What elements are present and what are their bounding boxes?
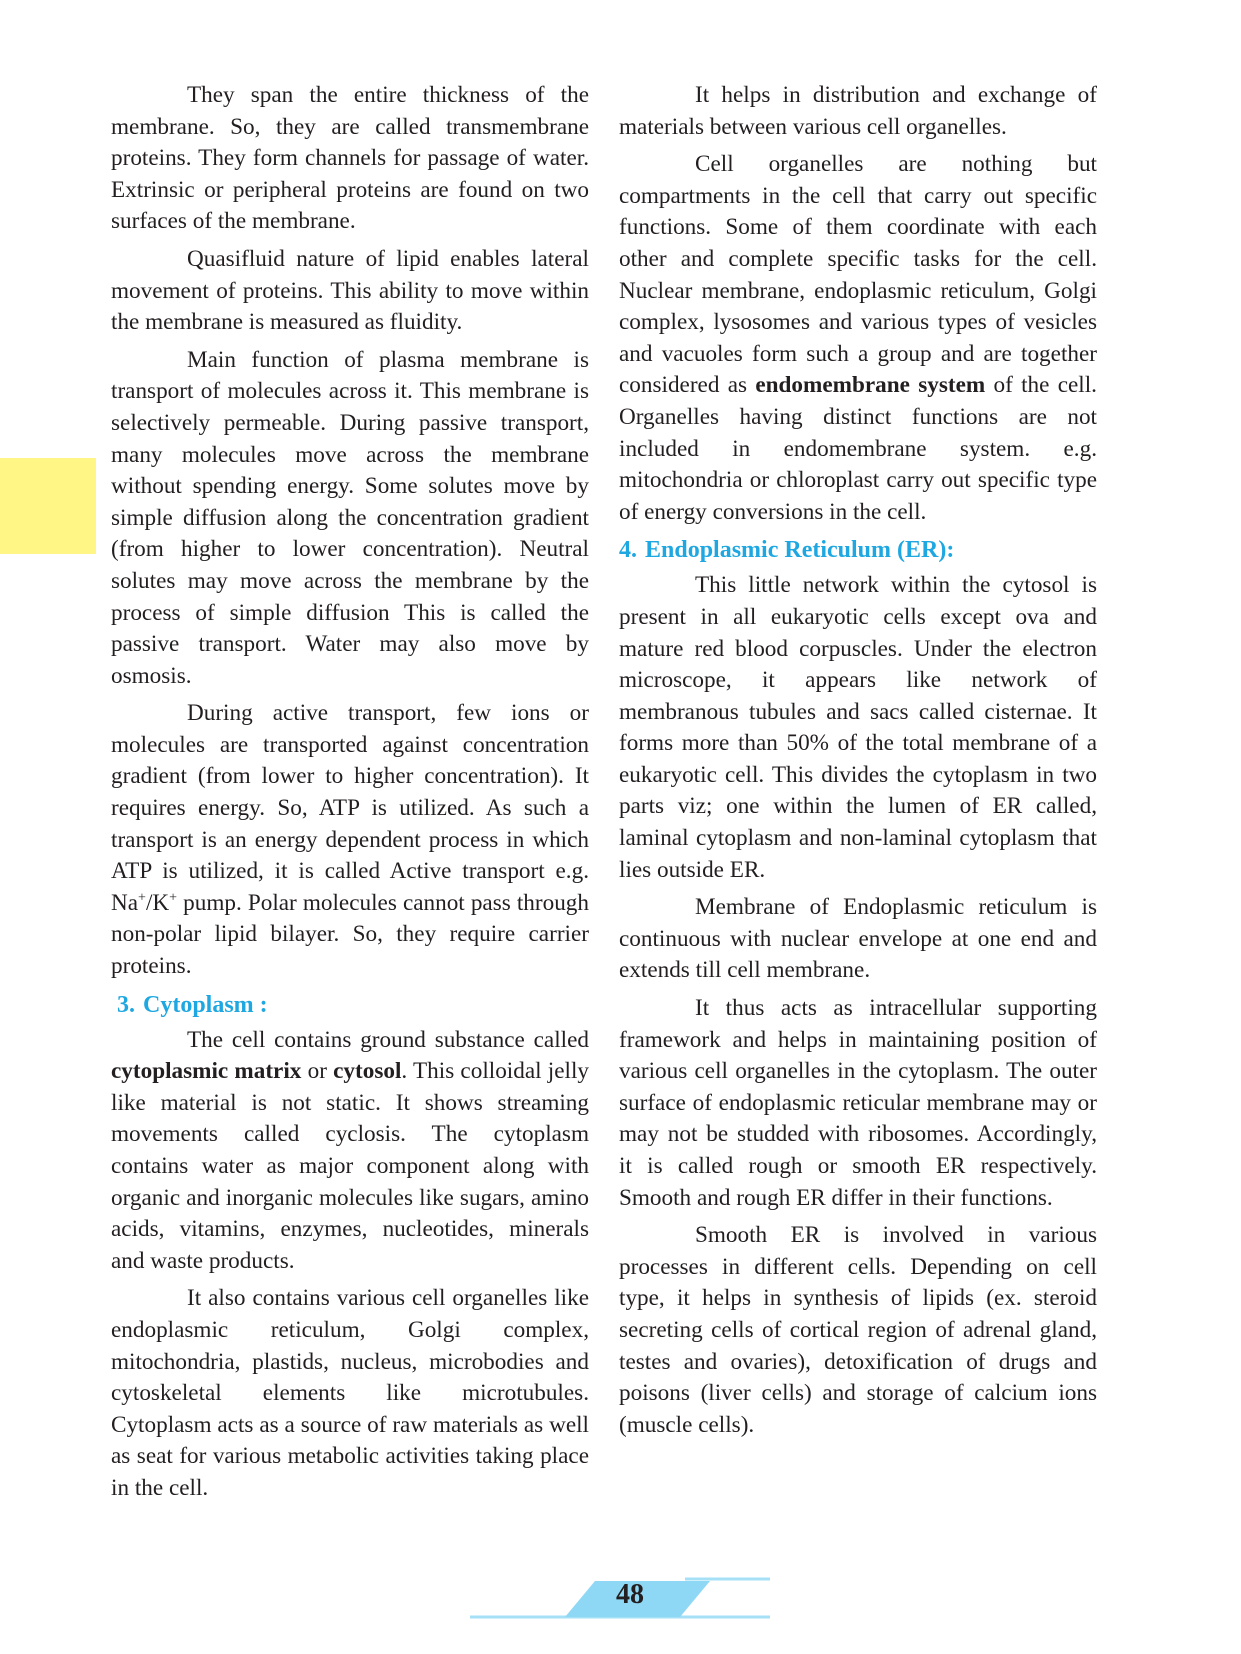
paragraph-cell-organelles: It also contains various cell organelles like endoplasmic reticulum, Golgi complex, mitochondria, plastids, nucleus, microbodies and cytoskeletal elements like microtubules. Cytoplasm acts as a source of raw materials as well as seat for various metabolic activities taking place in the cell. [111,1285,589,1501]
text-run: /K [145,889,170,916]
paragraph-smooth-er: Smooth ER is involved in various processes in different cells. Depending on cell type, it helps in synthesis of lipids (ex. steroid secreting cells of cortical region of adrenal gland, testes and ovaries), detoxification of drugs and poisons (liver cells) and storage of calcium ions (muscle cells). [619,1222,1097,1438]
paragraph-endomembrane [619,149,1097,528]
paragraph-fluidity: Quasifluid nature of lipid enables lateral movement of proteins. This ability to move within the membrane is measured as fluidity. [111,245,589,336]
yellow-side-tab [0,458,96,554]
bold-term: cytosol [333,1058,402,1085]
superscript-plus: + [169,890,178,906]
text-run: or [301,1058,334,1085]
paragraph-er-framework: It thus acts as intracellular supporting framework and helps in maintaining position of various cell organelles in the cytoplasm. The outer surface of endoplasmic reticular membrane may or may not be studded with ribosomes. Accordingly, it is called rough or smooth ER respectively. Smooth and rough ER differ in their functions. [619,995,1097,1211]
bold-term: cytoplasmic matrix [111,1058,302,1085]
paragraph-distribution: It helps in distribution and exchange of materials between various cell organelles. [619,82,1097,140]
paragraph-active-transport [111,698,589,982]
heading-endoplasmic-reticulum [619,534,1097,566]
paragraph-cytoplasmic-matrix [111,1025,589,1278]
left-column [111,80,589,1511]
text-run: of the cell. Organelles having distinct functions are not included in endomembrane system. e.g. mitochondria or chloroplast carry out specific type of energy conversions in the cell. [619,372,1097,525]
page-number: 48 [616,1579,644,1610]
text-run: Cell organelles are nothing but compartments in the cell that carry out specific functions. Some of them coordinate with each other and complete specific tasks for the cell. Nuclear membrane, endoplasmic reticulum, Golgi complex, lysosomes and various types of vesicles and vacuoles form such a group and are together considered as [619,151,1097,399]
paragraph-passive-transport: Main function of plasma membrane is transport of molecules across it. This membrane is selectively permeable. During passive transport, many molecules move across the membrane without spending energy. Some solutes move by simple diffusion along the concentration gradient (from higher to lower concentration). Neutral solutes may move across the membrane by the process of simple diffusion This is called the passive transport. Water may also move by osmosis. [111,346,589,689]
heading-title: Endoplasmic Reticulum (ER): [645,537,955,564]
right-column [619,80,1097,1447]
text-run: pump. Polar molecules cannot pass through non-polar lipid bilayer. So, they require carrier proteins. [111,889,589,980]
superscript-plus: + [138,890,146,906]
heading-number: 3. [117,991,135,1018]
text-run: The cell contains ground substance called [187,1026,589,1053]
paragraph-transmembrane: They span the entire thickness of the membrane. So, they are called transmembrane proteins. They form channels for passage of water. Extrinsic or peripheral proteins are found on two surfaces of the membrane. [111,82,589,235]
heading-number: 4. [619,537,637,564]
heading-cytoplasm [111,989,589,1021]
heading-title: Cytoplasm : [143,991,268,1018]
page-number-badge [470,1575,770,1621]
bold-term: endomembrane system [755,372,986,399]
paragraph-er-network: This little network within the cytosol is present in all eukaryotic cells except ova and mature red blood corpuscles. Under the electron microscope, it appears like network of membranous tubules and sacs called cisternae. It forms more than 50% of the total membrane of a eukaryotic cell. This divides the cytoplasm in two parts viz; one within the lumen of ER called, laminal cytoplasm and non-laminal cytoplasm that lies outside ER. [619,572,1097,883]
paragraph-er-membrane: Membrane of Endoplasmic reticulum is continuous with nuclear envelope at one end and extends till cell membrane. [619,894,1097,984]
text-run: During active transport, few ions or molecules are transported against concentration gradient (from lower to higher concentration). It requires energy. So, ATP is utilized. As such a transport is an energy dependent process in which ATP is utilized, it is called Active transport e.g. Na [111,700,589,916]
text-run: . This colloidal jelly like material is not static. It shows streaming movements called cyclosis. The cytoplasm contains water as major component along with organic and inorganic molecules like sugars, amino acids, vitamins, enzymes, nucleotides, minerals and waste products. [111,1058,589,1274]
